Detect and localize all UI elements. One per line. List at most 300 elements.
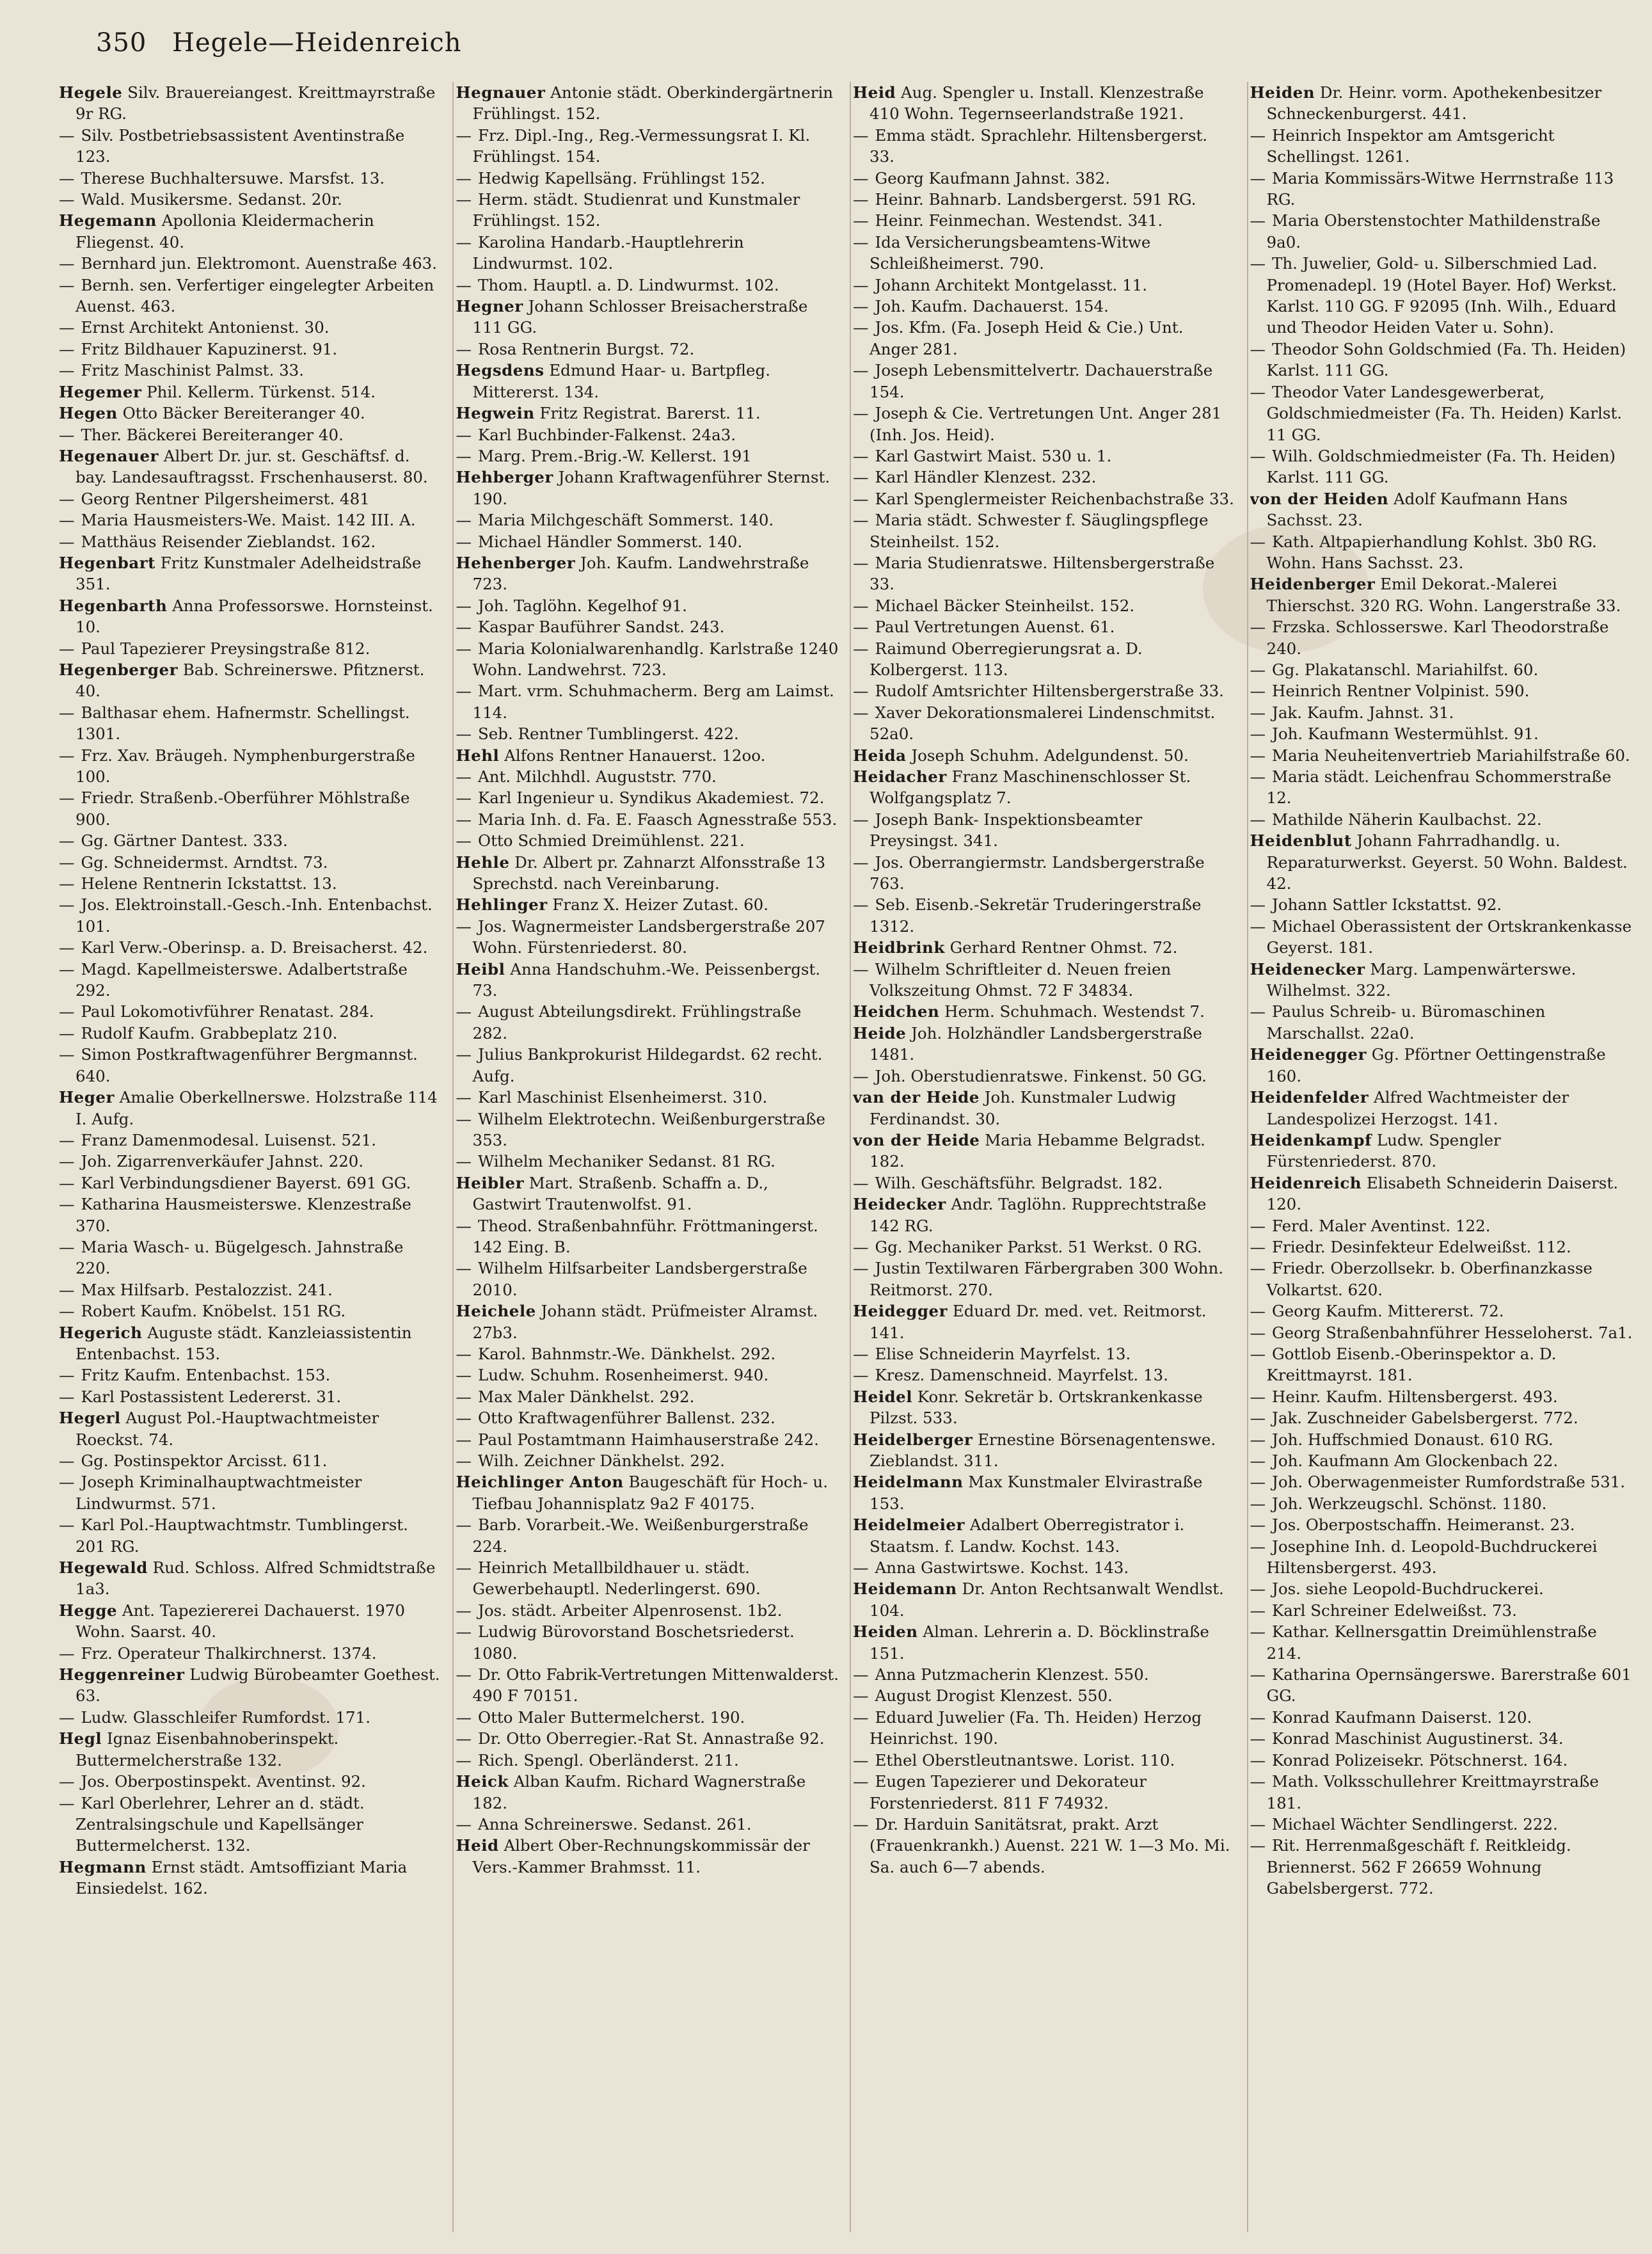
entry-surname: Hegnauer — [456, 83, 546, 102]
directory-entry — [59, 1771, 442, 1792]
continuation-dash: — — [1250, 618, 1266, 637]
entry-text: Ludwig Bürobeamter Goethest. 63. — [75, 1665, 440, 1706]
continuation-dash: — — [1250, 1772, 1266, 1791]
directory-entry — [456, 723, 839, 744]
continuation-dash: — — [456, 1707, 472, 1727]
entry-text: Ludwig Bürovorstand Boschetsriederst. 1080. — [472, 1622, 795, 1663]
entry-text: Baugeschäft für Hoch- u. Tiefbau Johannisplatz 9a2 F 40175. — [472, 1473, 829, 1513]
entry-text: Joh. Kunstmaler Ludwig Ferdinandst. 30. — [870, 1088, 1177, 1128]
directory-entry — [1250, 573, 1633, 616]
directory-entry — [59, 1194, 442, 1236]
directory-entry — [853, 552, 1236, 595]
continuation-dash: — — [456, 446, 472, 465]
continuation-dash: — — [456, 1409, 472, 1428]
entry-surname: Heick — [456, 1772, 509, 1791]
entry-text: Joh. Taglöhn. Kegelhof 91. — [478, 596, 687, 615]
entry-text: Dr. Otto Fabrik-Vertretungen Mittenwalderst. 490 F 70151. — [472, 1665, 839, 1706]
entry-surname: van der Heide — [853, 1088, 980, 1107]
directory-entry — [59, 745, 442, 788]
entry-text: Karl Verw.-Oberinsp. a. D. Breisacherst. 42. — [81, 938, 428, 957]
directory-entry — [59, 531, 442, 552]
entry-text: Rud. Schloss. Alfred Schmidtstraße 1a3. — [75, 1558, 436, 1599]
entry-text: Albert Dr. jur. st. Geschäftsf. d. bay. Landesauftragsst. Frschenhauserst. 80. — [75, 446, 428, 487]
entry-text: Joh. Oberstudienratswe. Finkenst. 50 GG. — [875, 1066, 1207, 1085]
directory-entry — [853, 680, 1236, 701]
directory-entry — [59, 1471, 442, 1514]
directory-entry — [456, 1471, 839, 1514]
entry-text: Konrad Kaufmann Daiserst. 120. — [1272, 1707, 1532, 1727]
continuation-dash: — — [456, 1622, 472, 1642]
entry-text: Michael Oberassistent der Ortskrankenkasse Geyerst. 181. — [1266, 916, 1632, 957]
entry-text: Balthasar ehem. Hafnermstr. Schellingst. 1301. — [75, 703, 410, 744]
entry-surname: Heichlinger Anton — [456, 1473, 624, 1492]
entry-text: Karl Maschinist Elsenheimerst. 310. — [478, 1088, 768, 1107]
entry-text: Bab. Schreinerswe. Pfitznerst. 40. — [75, 660, 425, 701]
entry-text: Simon Postkraftwagenführer Bergmannst. 640. — [75, 1045, 418, 1085]
entry-surname: Hehenberger — [456, 553, 576, 572]
continuation-dash: — — [59, 639, 75, 658]
continuation-dash: — — [456, 1601, 472, 1620]
directory-entry — [456, 552, 839, 595]
entry-text: Gg. Pförtner Oettingenstraße 160. — [1266, 1045, 1606, 1085]
directory-entry — [456, 125, 839, 168]
directory-entry — [456, 1450, 839, 1471]
directory-entry — [1250, 1536, 1633, 1579]
directory-entry — [853, 1429, 1236, 1472]
entry-text: Jos. Elektroinstall.-Gesch.-Inh. Entenbachst. 101. — [75, 895, 433, 936]
directory-entry — [853, 317, 1236, 360]
directory-entry — [456, 1386, 839, 1407]
directory-entry — [853, 275, 1236, 296]
directory-entry — [1250, 894, 1633, 915]
directory-entry — [1250, 339, 1633, 381]
entry-text: Aug. Spengler u. Install. Klenzestraße 410 Wohn. Tegernseerlandstraße 1921. — [870, 83, 1204, 124]
entry-surname: Heggenreiner — [59, 1665, 185, 1684]
continuation-dash: — — [1250, 895, 1266, 915]
entry-surname: Heidenfelder — [1250, 1088, 1369, 1107]
entry-text: Anna Handschuhm.-We. Peissenbergst. 73. — [472, 959, 821, 1000]
continuation-dash: — — [456, 767, 472, 786]
entry-text: August Drogist Klenzest. 550. — [875, 1686, 1113, 1706]
directory-entry — [456, 1364, 839, 1386]
continuation-dash: — — [456, 168, 472, 188]
running-head — [96, 28, 462, 58]
continuation-dash: — — [59, 831, 75, 851]
continuation-dash: — — [1250, 1323, 1266, 1342]
entry-text: Katharina Hausmeisterswe. Klenzestraße 370. — [75, 1195, 411, 1235]
entry-surname: Heidenblut — [1250, 831, 1352, 851]
entry-surname: Hehle — [456, 852, 510, 872]
directory-entry — [59, 82, 442, 125]
directory-entry — [59, 1728, 442, 1771]
continuation-dash: — — [59, 168, 75, 188]
entry-text: Gg. Schneidermst. Arndtst. 73. — [81, 852, 328, 872]
entry-text: Rich. Spengl. Oberländerst. 211. — [478, 1750, 739, 1770]
continuation-dash: — — [456, 339, 472, 358]
continuation-dash: — — [853, 511, 869, 530]
directory-entry — [59, 1151, 442, 1172]
continuation-dash: — — [456, 1665, 472, 1684]
entry-text: Matthäus Reisender Zieblandst. 162. — [81, 532, 376, 551]
directory-entry — [59, 1386, 442, 1407]
entry-text: Joh. Werkzeugschl. Schönst. 1180. — [1272, 1494, 1547, 1513]
continuation-dash: — — [59, 1302, 75, 1321]
directory-entry — [59, 1130, 442, 1151]
entry-text: Hedwig Kapellsäng. Frühlingst 152. — [478, 168, 765, 188]
continuation-dash: — — [853, 446, 869, 465]
entry-text: Karl Spenglermeister Reichenbachstraße 33. — [875, 489, 1234, 508]
entry-surname: Heid — [456, 1836, 499, 1855]
entry-surname: Heida — [853, 746, 907, 765]
entry-surname: Heibl — [456, 959, 505, 979]
continuation-dash: — — [1250, 168, 1266, 188]
entry-text: Konrad Maschinist Augustinerst. 34. — [1272, 1729, 1564, 1748]
directory-entry — [456, 1151, 839, 1172]
directory-entry — [59, 702, 442, 745]
directory-entry — [853, 1087, 1236, 1130]
continuation-dash: — — [853, 361, 869, 380]
continuation-dash: — — [853, 468, 869, 487]
entry-text: Thom. Hauptl. a. D. Lindwurmst. 102. — [478, 275, 779, 294]
directory-entry — [456, 509, 839, 531]
entry-text: Wilh. Geschäftsführ. Belgradst. 182. — [875, 1173, 1163, 1192]
entry-text: Alman. Lehrerin a. D. Böcklinstraße 151. — [870, 1622, 1209, 1663]
entry-text: Jos. städt. Arbeiter Alpenrosenst. 1b2. — [478, 1601, 782, 1620]
directory-entry — [1250, 1215, 1633, 1236]
continuation-dash: — — [853, 810, 869, 829]
directory-entry — [1250, 125, 1633, 168]
directory-entry — [456, 1664, 839, 1707]
continuation-dash: — — [1250, 1387, 1266, 1406]
entry-text: Georg Straßenbahnführer Hesseloherst. 7a1. — [1272, 1323, 1633, 1342]
entry-text: Albert Ober-Rechnungskommissär der Vers.-Kammer Brahmsst. 11. — [472, 1836, 810, 1876]
entry-text: Joseph Bank- Inspektionsbeamter Preysingst. 341. — [870, 810, 1143, 851]
directory-entry — [853, 467, 1236, 488]
continuation-dash: — — [853, 1173, 869, 1192]
continuation-dash: — — [59, 339, 75, 358]
entry-text: Karl Postassistent Ledererst. 31. — [81, 1387, 342, 1406]
directory-entry — [456, 1814, 839, 1835]
entry-text: Herm. städt. Studienrat und Kunstmaler Frühlingst. 152. — [472, 190, 800, 230]
continuation-dash: — — [456, 190, 472, 209]
continuation-dash: — — [853, 211, 869, 230]
entry-text: Gerhard Rentner Ohmst. 72. — [949, 938, 1178, 957]
continuation-dash: — — [59, 1643, 75, 1663]
continuation-dash: — — [456, 232, 472, 252]
directory-entry — [1250, 168, 1633, 211]
directory-entry — [853, 125, 1236, 168]
continuation-dash: — — [456, 618, 472, 637]
continuation-dash: — — [456, 1109, 472, 1128]
continuation-dash: — — [1250, 1622, 1266, 1642]
continuation-dash: — — [59, 532, 75, 551]
continuation-dash: — — [1250, 1515, 1266, 1535]
directory-entry — [1250, 1835, 1633, 1899]
entry-text: Michael Bäcker Steinheilst. 152. — [875, 596, 1135, 615]
directory-entry — [853, 1172, 1236, 1194]
directory-entry — [456, 680, 839, 723]
continuation-dash: — — [456, 511, 472, 530]
directory-entry — [853, 1685, 1236, 1706]
entry-text: Ernestine Börsenagentenswe. Zieblandst. 311. — [870, 1430, 1216, 1470]
entry-text: Kathar. Kellnersgattin Dreimühlenstraße 214. — [1266, 1622, 1597, 1663]
directory-entry — [853, 1300, 1236, 1343]
entry-text: Otto Maler Buttermelcherst. 190. — [478, 1707, 745, 1727]
entry-surname: Hegemer — [59, 382, 142, 401]
entry-surname: Hegenbarth — [59, 596, 168, 615]
entry-text: Raimund Oberregierungsrat a. D. Kolbergerst. 113. — [870, 639, 1143, 679]
directory-entry — [1250, 1578, 1633, 1599]
continuation-dash: — — [456, 1259, 472, 1278]
continuation-dash: — — [456, 1152, 472, 1171]
entry-surname: Hegerl — [59, 1409, 121, 1428]
continuation-dash: — — [853, 1686, 869, 1706]
entry-text: Therese Buchhaltersuwe. Marsfst. 13. — [81, 168, 385, 188]
directory-entry — [1250, 1386, 1633, 1407]
entry-text: Silv. Postbetriebsassistent Aventinstraße 123. — [75, 125, 405, 166]
continuation-dash: — — [59, 254, 75, 273]
continuation-dash: — — [59, 1023, 75, 1043]
directory-entry — [853, 509, 1236, 552]
entry-text: Bernh. sen. Verfertiger eingelegter Arbeiten Auenst. 463. — [75, 275, 434, 316]
directory-entry — [1250, 1258, 1633, 1300]
entry-text: Frz. Xav. Bräugeh. Nymphenburgerstraße 100. — [75, 746, 415, 786]
continuation-dash: — — [1250, 1451, 1266, 1470]
entry-text: Fritz Kaufm. Entenbachst. 153. — [81, 1366, 331, 1385]
directory-entry — [1250, 959, 1633, 1002]
directory-entry — [59, 1407, 442, 1450]
directory-entry — [853, 809, 1236, 852]
continuation-dash: — — [59, 1152, 75, 1171]
directory-entry — [1250, 916, 1633, 959]
continuation-dash: — — [1250, 339, 1266, 358]
directory-entry — [853, 1750, 1236, 1771]
directory-entry — [1250, 1300, 1633, 1322]
continuation-dash: — — [1250, 1537, 1266, 1556]
directory-entry — [59, 1643, 442, 1664]
entry-text: Jos. siehe Leopold-Buchdruckerei. — [1272, 1579, 1544, 1599]
continuation-dash: — — [1250, 703, 1266, 722]
continuation-dash: — — [59, 1173, 75, 1192]
continuation-dash: — — [853, 275, 869, 294]
entry-text: Wilh. Goldschmiedmeister (Fa. Th. Heiden) Karlst. 111 GG. — [1266, 446, 1616, 487]
continuation-dash: — — [456, 1515, 472, 1535]
entry-text: Joh. Oberwagenmeister Rumfordstraße 531. — [1272, 1473, 1626, 1492]
entry-text: Wilh. Zeichner Dänkhelst. 292. — [478, 1451, 725, 1470]
directory-entry — [853, 1621, 1236, 1664]
entry-text: Amalie Oberkellnerswe. Holzstraße 114 I. Aufg. — [75, 1088, 438, 1128]
continuation-dash: — — [59, 1707, 75, 1727]
entry-text: Ignaz Eisenbahnoberinspekt. Buttermelcherstraße 132. — [75, 1729, 339, 1770]
entry-text: Josephine Inh. d. Leopold-Buchdruckerei Hiltensbergerst. 493. — [1266, 1537, 1598, 1578]
directory-entry — [456, 595, 839, 616]
entry-text: Heinr. Feinmechan. Westendst. 341. — [875, 211, 1163, 230]
directory-entry — [59, 1087, 442, 1130]
column-1 — [59, 82, 442, 2232]
directory-entry — [853, 1557, 1236, 1578]
entry-text: Theod. Straßenbahnführ. Fröttmaningerst. 142 Eing. B. — [472, 1216, 818, 1256]
entry-text: Karl Händler Klenzest. 232. — [875, 468, 1097, 487]
directory-entry — [1250, 445, 1633, 488]
directory-entry — [456, 1001, 839, 1044]
directory-entry — [853, 894, 1236, 937]
entry-text: Elise Schneiderin Mayrfelst. 13. — [875, 1344, 1131, 1363]
directory-entry — [59, 1600, 442, 1643]
directory-entry — [59, 852, 442, 873]
directory-entry — [59, 275, 442, 317]
entry-text: Max Hilfsarb. Pestalozzist. 241. — [81, 1280, 333, 1299]
directory-entry — [1250, 1707, 1633, 1728]
directory-entry — [853, 616, 1236, 637]
directory-entry — [456, 168, 839, 189]
continuation-dash: — — [1250, 767, 1266, 786]
directory-entry — [853, 1023, 1236, 1066]
continuation-dash: — — [59, 1045, 75, 1064]
entry-surname: Hegge — [59, 1601, 118, 1620]
entry-text: Heinrich Metallbildhauer u. städt. Gewerbehauptl. Nederlingerst. 690. — [472, 1558, 761, 1599]
directory-entry — [1250, 616, 1633, 659]
continuation-dash: — — [456, 275, 472, 294]
entry-text: Johann Fahrradhandlg. u. Reparaturwerkst. Geyerst. 50 Wohn. Baldest. 42. — [1266, 831, 1628, 893]
entry-text: Adalbert Oberregistrator i. Staatsm. f. Landw. Kochst. 143. — [870, 1515, 1185, 1556]
continuation-dash: — — [1250, 446, 1266, 465]
entry-surname: Heidenreich — [1250, 1173, 1362, 1192]
continuation-dash: — — [853, 1665, 869, 1684]
entry-text: Eduard Juwelier (Fa. Th. Heiden) Herzog Heinrichst. 190. — [870, 1707, 1202, 1748]
entry-text: Heinrich Rentner Volpinist. 590. — [1272, 682, 1530, 701]
continuation-dash: — — [456, 1045, 472, 1064]
continuation-dash: — — [456, 1729, 472, 1748]
directory-entry — [59, 1557, 442, 1600]
entry-text: Michael Wächter Sendlingerst. 222. — [1272, 1814, 1558, 1834]
continuation-dash: — — [853, 1237, 869, 1256]
entry-text: Phil. Kellerm. Türkenst. 514. — [147, 382, 376, 401]
directory-entry — [853, 1814, 1236, 1878]
entry-text: Auguste städt. Kanzleiassistentin Entenbachst. 153. — [75, 1323, 412, 1363]
entry-text: Ernst städt. Amtsoffiziant Maria Einsiedelst. 162. — [75, 1857, 408, 1898]
entry-text: Ida Versicherungsbeamtens-Witwe Schleißheimerst. 790. — [870, 232, 1151, 273]
entry-text: Bernhard jun. Elektromont. Auenstraße 463. — [81, 254, 438, 273]
directory-entry — [1250, 1044, 1633, 1087]
entry-text: Gg. Mechaniker Parkst. 51 Werkst. 0 RG. — [875, 1237, 1202, 1256]
continuation-dash: — — [59, 1366, 75, 1385]
continuation-dash: — — [456, 1430, 472, 1449]
directory-entry — [1250, 1322, 1633, 1343]
directory-entry — [456, 1258, 839, 1300]
continuation-dash: — — [853, 703, 869, 722]
directory-entry — [59, 894, 442, 937]
entry-text: Jos. Wagnermeister Landsbergerstraße 207 Wohn. Fürstenriederst. 80. — [472, 916, 825, 957]
continuation-dash: — — [853, 682, 869, 701]
directory-entry — [853, 1066, 1236, 1087]
entry-text: Joh. Holzhändler Landsbergerstraße 1481. — [870, 1023, 1202, 1064]
entry-text: Rit. Herrenmaßgeschäft f. Reitkleidg. Briennerst. 562 F 26659 Wohnung Gabelsbergerst. 772. — [1266, 1836, 1571, 1898]
continuation-dash: — — [1250, 724, 1266, 744]
entry-text: Jak. Zuschneider Gabelsbergerst. 772. — [1272, 1409, 1578, 1428]
directory-entry — [1250, 1450, 1633, 1471]
directory-entry — [1250, 1001, 1633, 1044]
entry-text: Fritz Bildhauer Kapuzinerst. 91. — [81, 339, 338, 358]
continuation-dash: — — [1250, 1302, 1266, 1321]
entry-text: Maria Kommissärs-Witwe Herrnstraße 113 RG. — [1266, 168, 1614, 209]
continuation-dash: — — [853, 639, 869, 658]
entry-text: Kath. Altpapierhandlung Kohlst. 3b0 RG. Wohn. Hans Sachsst. 23. — [1266, 532, 1597, 572]
continuation-dash: — — [456, 788, 472, 808]
continuation-dash: — — [59, 703, 75, 722]
entry-text: Dr. Albert pr. Zahnarzt Alfonsstraße 13 Sprechstd. nach Vereinbarung. — [472, 852, 826, 893]
directory-entry — [456, 1215, 839, 1258]
directory-entry — [853, 959, 1236, 1002]
continuation-dash: — — [456, 1002, 472, 1021]
entry-surname: Hegenauer — [59, 446, 159, 465]
entry-text: Wilhelm Schriftleiter d. Neuen freien Volkszeitung Ohmst. 72 F 34834. — [870, 959, 1171, 1000]
continuation-dash: — — [853, 1344, 869, 1363]
entry-surname: Hehlinger — [456, 895, 548, 915]
directory-entry — [456, 1407, 839, 1428]
directory-entry — [1250, 1728, 1633, 1749]
entry-text: Anna Gastwirtswe. Kochst. 143. — [875, 1558, 1129, 1578]
entry-surname: Heibler — [456, 1173, 524, 1192]
entry-text: Johann Sattler Ickstattst. 92. — [1272, 895, 1502, 915]
directory-entry — [853, 445, 1236, 467]
entry-text: Otto Schmied Dreimühlenst. 221. — [478, 831, 745, 851]
entry-text: Ludw. Schuhm. Rosenheimerst. 940. — [478, 1366, 769, 1385]
entry-text: Maria Studienratswe. Hiltensbergerstraße 33. — [870, 553, 1215, 594]
entry-text: Karol. Bahnmstr.-We. Dänkhelst. 292. — [478, 1344, 776, 1363]
entry-surname: Heidegger — [853, 1302, 948, 1321]
continuation-dash: — — [1250, 532, 1266, 551]
entry-text: Gg. Postinspektor Arcisst. 611. — [81, 1451, 328, 1470]
entry-text: Elisabeth Schneiderin Daiserst. 120. — [1266, 1173, 1619, 1214]
directory-entry — [59, 1664, 442, 1707]
entry-text: Max Maler Dänkhelst. 292. — [478, 1387, 695, 1406]
entry-text: Alfons Rentner Hanauerst. 12oo. — [504, 746, 766, 765]
entry-text: Gottlob Eisenb.-Oberinspektor a. D. Kreittmayrst. 181. — [1266, 1344, 1557, 1385]
entry-surname: Heger — [59, 1088, 115, 1107]
continuation-dash: — — [853, 1814, 869, 1834]
entry-surname: Hegner — [456, 297, 523, 316]
directory-entry — [1250, 82, 1633, 125]
continuation-dash: — — [456, 1451, 472, 1470]
entry-surname: Hegsdens — [456, 361, 544, 380]
directory-entry — [1250, 488, 1633, 531]
entry-text: Emma städt. Sprachlehr. Hiltensbergerst. 33. — [870, 125, 1208, 166]
continuation-dash: — — [59, 1515, 75, 1535]
entry-text: Franz Damenmodesal. Luisenst. 521. — [81, 1130, 377, 1149]
entry-text: Rosa Rentnerin Burgst. 72. — [478, 339, 695, 358]
entry-surname: Hegmann — [59, 1857, 147, 1876]
directory-entry — [456, 1172, 839, 1215]
continuation-dash: — — [853, 895, 869, 915]
continuation-dash: — — [1250, 1473, 1266, 1492]
entry-text: Maria Kolonialwarenhandlg. Karlstraße 1240 Wohn. Landwehrst. 723. — [472, 639, 839, 679]
entry-text: Helene Rentnerin Ickstattst. 13. — [81, 874, 337, 893]
directory-entry — [853, 1258, 1236, 1300]
continuation-dash: — — [59, 938, 75, 957]
continuation-dash: — — [456, 425, 472, 444]
directory-entry — [1250, 1471, 1633, 1492]
entry-text: Dr. Harduin Sanitätsrat, prakt. Arzt (Frauenkrankh.) Auenst. 221 W. 1—3 Mo. Mi. Sa. auch 6—7 abends. — [870, 1814, 1230, 1876]
entry-text: Maria städt. Schwester f. Säuglingspflege Steinheilst. 152. — [870, 511, 1209, 551]
directory-entry — [853, 595, 1236, 616]
continuation-dash: — — [1250, 1237, 1266, 1256]
continuation-dash: — — [59, 489, 75, 508]
directory-entry — [456, 467, 839, 509]
entry-text: Herm. Schuhmach. Westendst 7. — [944, 1002, 1205, 1021]
directory-entry — [59, 1364, 442, 1386]
entry-text: Gg. Plakatanschl. Mariahilfst. 60. — [1272, 660, 1539, 679]
continuation-dash: — — [853, 1558, 869, 1578]
